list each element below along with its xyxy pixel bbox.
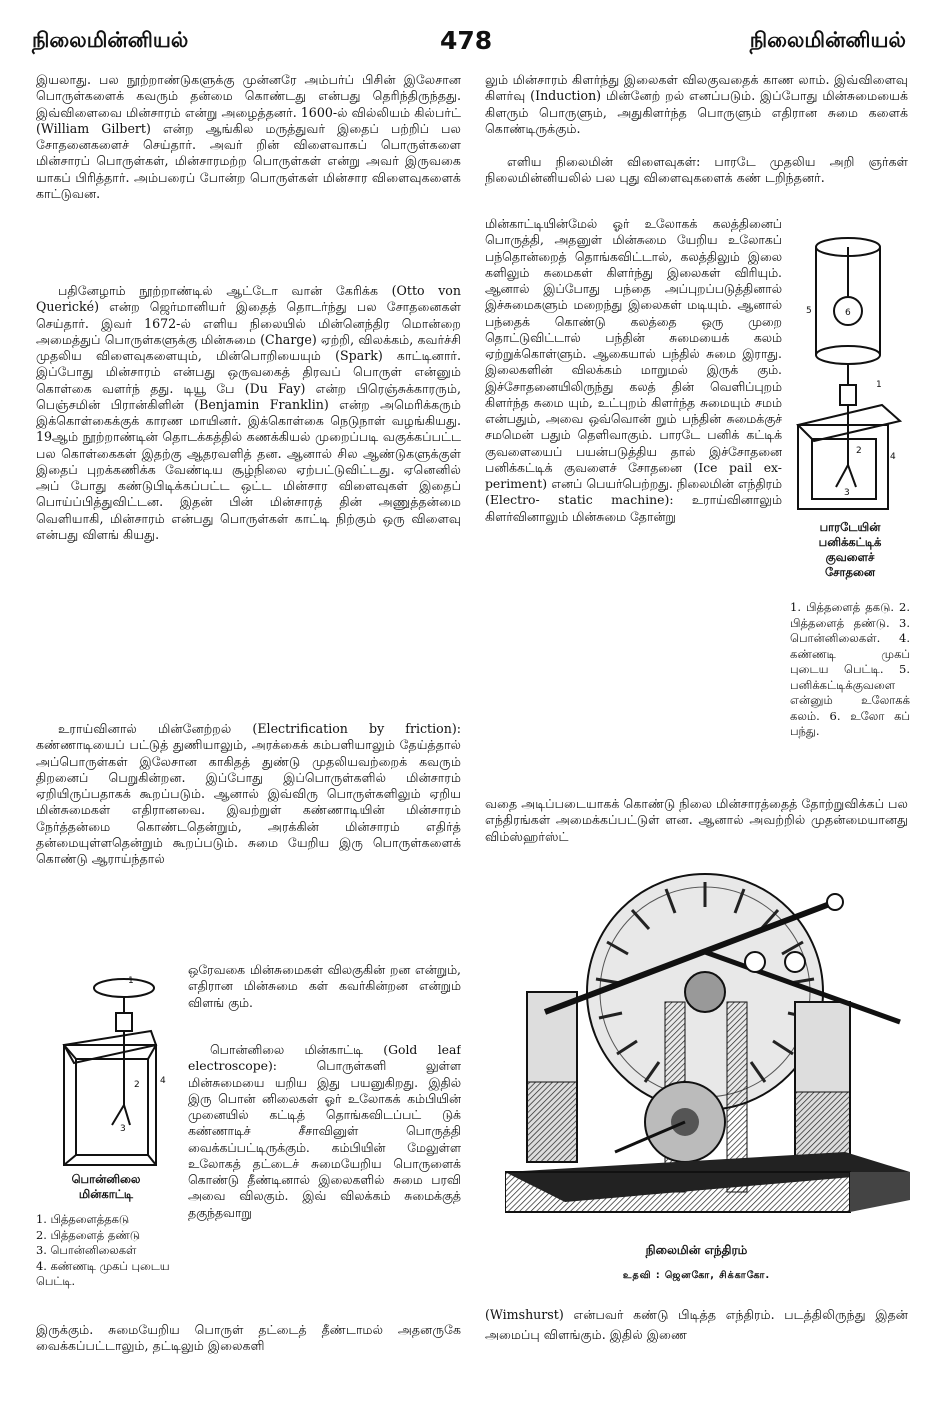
paragraph: ஒரேவகை மின்சுமைகள் விலகுகின் றன என்றும், எதிரான மின்சுமை கள் கவர்கின்றன என்றும் விளங் கும்.: [188, 962, 461, 1010]
side-text: [485, 216, 782, 796]
machine-caption: நிலைமின் எந்திரம்: [645, 1243, 748, 1257]
paragraph: (Wimshurst) என்பவர் கண்டு பிடித்த எந்திரம். படத்திலிருந்து இதன் அமைப்பு விளங்கும். இதில் இணை: [485, 1307, 908, 1342]
paragraph: எளிய நிலைமின் விளைவுகள்: பாரடே முதலிய அறி ஞர்கள் நிலைமின்னியலில் பல புது விளைவுகளைக் கண் டறிந்தனர்.: [485, 154, 908, 186]
right-para3: [485, 796, 908, 848]
figure-label: 4: [160, 1076, 166, 1086]
paragraph: இயலாது. பல நூற்றாண்டுகளுக்கு முன்னரே அம்பர்ப் பிசின் இலேசான பொருள்களைக் கவரும் தன்மை கொண்டது என்பது தெரிந்திருந்தது. இவ்விளைவை மின்சாரம் என்று அழைத்தனர். 1600-ல் வில்லியம் கில்பர்ட் (William Gilbert) என்ற ஆங்கில மருத்துவர் இதைப் பற்றிப் பல சோதனைகளைச் செய்தார். அவர் றின் விளைவாகப் பொருள்களை மின்சாரப் பொருள்கள், மின்சாரமற்ற பொருள்கள் என்று அவர் இருவகை யாகப் பிரித்தார். அம்பரைப் போன்ற பொருள்கள் மின்சார விளைவுகளைக் காட்டுவன.: [36, 72, 461, 201]
electroscope-figure: [36, 975, 176, 1170]
figure-label: 2: [856, 446, 862, 456]
caption-item: 4. கண்ணடி முகப் புடைய பெட்டி.: [36, 1258, 170, 1288]
paragraph: பதினேழாம் நூற்றாண்டில் ஆட்டோ வான் கேரிக்க (Otto von Querické) என்ற ஜெர்மானியர் இதைத் தொடர்ந்து பல சோதனைகள் செய்தார். இவர் 1672-ல் எளிய நிலையில் மின்னெந்திர மொன்றை அமைத்துப் பொருள்களுக்கு மின்சுமை (Charge) ஏற்றி, விலக்கம், கவர்ச்சி முதலிய விளைவுகளையும், மின்பொறியையும் (Spark) காட்டினார். இப்போது மின்சாரம் என்பது ஒருவகைத் திரவப் பொருள் என்னும் கொள்கை வளர்ந் தது. டியூ பே (Du Fay) என்ற பிரெஞ்சுக்காரரும், பெஞ்சமின் பிரான்கிளின் (Benjamin Franklin) என்ற அமெரிக்கரும் இக்கொள்கைக்குக் காரண மாயினர். இக்கொள்கை நெடுநாள் வழங்கியது. 19ஆம் நூற்றாண்டின் தொடக்கத்தில் கணக்கியல் முறைப்படி வகுக்கப்பட்ட பல கொள்கைகள் இதற்கு ஆதரவளித் தன. ஆனால் சில ஆண்டுகளுக்குள் இதைப் புறக்கணிக்க வேண்டிய சூழ்நிலை ஏற்பட்டுவிட்டது. ஏனெனில் அப் போது கண்டுபிடிக்கப்பட்ட ஒட்ட மின்சார விளைவுகள் இதைப் பொய்ப்பித்துவிட்டன. இதன் பின் மின்சாரத் தின் அணுத்தன்மை வெளியாகி, மின்சாரம் என்பது பொருள்கள் காட்டி நிற்கும் ஒரு விளைவு என்பது விளங் கியது.: [36, 283, 461, 542]
paragraph: லும் மின்சாரம் கிளர்ந்து இலைகள் விலகுவதைக் காண லாம். இவ்விளைவு கிளர்வு (Induction) மின்னேற் றல் எனப்படும். இப்போது மின்சுமையைக் கிளரும் பொருளும், அதுகிளர்ந்த பொருளும் எதிரான சுமை களைக் கொண்டிருக்கும்.: [485, 72, 908, 136]
ice-pail-caption-list: 1. பித்தளைத் தகடு. 2. பித்தளைத் தண்டு. 3. பொன்னிலைகள். 4. கண்ணடி முகப் புடைய பெட்டி. 5. பனிக்கட்டிக்குவளை என்னும் உலோகக் கலம். 6. உலோ கப் பந்து.: [790, 600, 910, 738]
paragraph: பொன்னிலை மின்காட்டி (Gold leaf electroscope): பொருள்களி லுள்ள மின்சுமையை யறிய இது பயனுகிறது. இதில் இரு பொன் னிலைகள் ஓர் உலோகக் கம்பியின் முனையில் கட்டித் தொங்கவிடப்பட் டுக் கண்ணாடிச் சீசாவினுள் பொருத்தி வைக்கப்பட்டிருக்கும். கம்பியின் மேலுள்ள உலோகத் தட்டைச் சுமையேறிய பொருளைக் கொண்டு தீண்டினால் இலைகளில் சுமை பரவி அவை விலகும். இவ் விலக்கம் சுமைக்குத் தகுந்தவாறு: [188, 1042, 461, 1220]
figure-label: 1: [876, 380, 882, 390]
paragraph: இருக்கும். சுமையேறிய பொருள் தட்டைத் தீண்டாமல் அதனருகே வைக்கப்பட்டாலும், தட்டிலும் இலைகளி: [36, 1322, 461, 1354]
paragraph: வதை அடிப்படையாகக் கொண்டு நிலை மின்சாரத்தைத் தோற்றுவிக்கப் பல எந்திரங்கள் அமைக்கப்பட்டுள் ளன. ஆனால் அவற்றில் முதன்மையானது விம்ஸ்ஹர்ஸ்ட்: [485, 796, 908, 844]
ice-pail-caption-title: பாரடேயின் பனிக்கட்டிக் குவளைச் சோதனை: [818, 520, 882, 579]
ice-pail-drawing: [790, 225, 910, 515]
left-bottom-text: [36, 1322, 461, 1356]
left-column: [36, 72, 461, 966]
machine-credit: உதவி : ஜெனகோ, சிக்காகோ.: [622, 1270, 771, 1281]
electroscope-caption-list: [36, 1212, 181, 1290]
figure-label: 5: [806, 306, 812, 316]
figure-label: 2: [134, 1080, 140, 1090]
wimshurst-machine-illustration: [505, 852, 910, 1237]
running-title-left: நிலைமின்னியல்: [32, 28, 189, 52]
figure-label: 6: [845, 308, 851, 318]
figure-label: 4: [890, 452, 896, 462]
caption-item: 3. பொன்னிலைகள்: [36, 1243, 137, 1257]
side-text: [188, 1042, 461, 1310]
side-text: [188, 962, 461, 1030]
right-column: [485, 72, 908, 204]
caption-item: 1. பித்தளைத்தகடு: [36, 1212, 130, 1226]
ice-pail-figure: [790, 225, 910, 515]
running-title-right: நிலைமின்னியல்: [749, 28, 906, 52]
figure-label: 3: [120, 1124, 126, 1134]
page-header: [0, 0, 940, 62]
caption-item: 2. பித்தளைத் தண்டு: [36, 1227, 140, 1242]
figure-label: 3: [844, 488, 850, 498]
figure-label: 1: [128, 976, 134, 986]
right-tail-text: [485, 1305, 908, 1345]
paragraph: மின்காட்டியின்மேல் ஓர் உலோகக் கலத்தினைப் பொருத்தி, அதனுள் மின்சுமை யேறிய உலோகப் பந்தொன்றைத் தொங்கவிட்டால், கலத்திலும் இலை களிலும் சுமைகள் கிளர்ந்து இலைகள் விரியும். ஆனால் இப்போது பந்தை அப்புறப்படுத்தினால் இச்சுமைகளும் மறைந்து இலைகள் மடியும். ஆனால் பந்தைக் கொண்டு கலத்தை ஒரு முறை தொட்டுவிட்டால் பந்தின் சுமையைக் கலம் ஏற்றுக்கொள்ளும். ஆகையால் பந்தில் சுமை இராது. இலைகளின் விலக்கம் மாறுமல் இருக் கும். இச்சோதனையிலிருந்து கலத் தின் வெளிப்புறம் கிளர்ந்த சுமை யும், உட்புறம் கிளர்ந்த சுமையும் சமம் என்பதும், அவை ஒவ்வொன் றும் பந்தின் சுமைக்குச் சமமென் பதும் தெளிவாகும். பாரடே பனிக் கட்டிக் குவளையைப் பயன்படுத்திய தால் இச்சோதனை பனிக்கட்டிக் குவளைச் சோதனை (Ice pail ex- periment) எனப் பெயர்பெற்றது. நிலைமின் எந்திரம் (Electro- static machine): உராய்வினாலும் கிளர்வினாலும் மின்சுமை தோன்று: [485, 216, 782, 524]
electroscope-drawing: [36, 975, 176, 1170]
paragraph: உராய்வினால் மின்னேற்றல் (Electrification by friction): கண்ணாடியைப் பட்டுத் துணியாலும், அரக்கைக் கம்பளியாலும் தேய்த்தால் அப்பொருள்கள் இலேசான காகிதத் துண்டு முதலியவற்றைக் கவரும் திறனைப் பெறுகின்றன. இப்போது இப்பொருள்களில் மின்சாரம் ஏறியிருப்பதாகக் கூறப்படும். ஆனால் இவ்விரு பொருள்களிலும் ஏறிய மின்சுமைகள் எதிரானவை. இவற்றுள் கண்ணாடியின் மின்சாரம் நேர்த்தன்மை கொண்டதென்றும், அரக்கின் மின்சாரம் எதிர்த் தன்மையுள்ளதென்றும் கூறப்படும். சுமை யேறிய இரு பொருள்களைக் கொண்டு ஆராய்ந்தால்: [36, 721, 461, 866]
page-number: 478: [440, 26, 493, 55]
wimshurst-machine-drawing: [505, 852, 910, 1237]
electroscope-caption-title: பொன்னிலை மின்காட்டி: [71, 1172, 141, 1201]
